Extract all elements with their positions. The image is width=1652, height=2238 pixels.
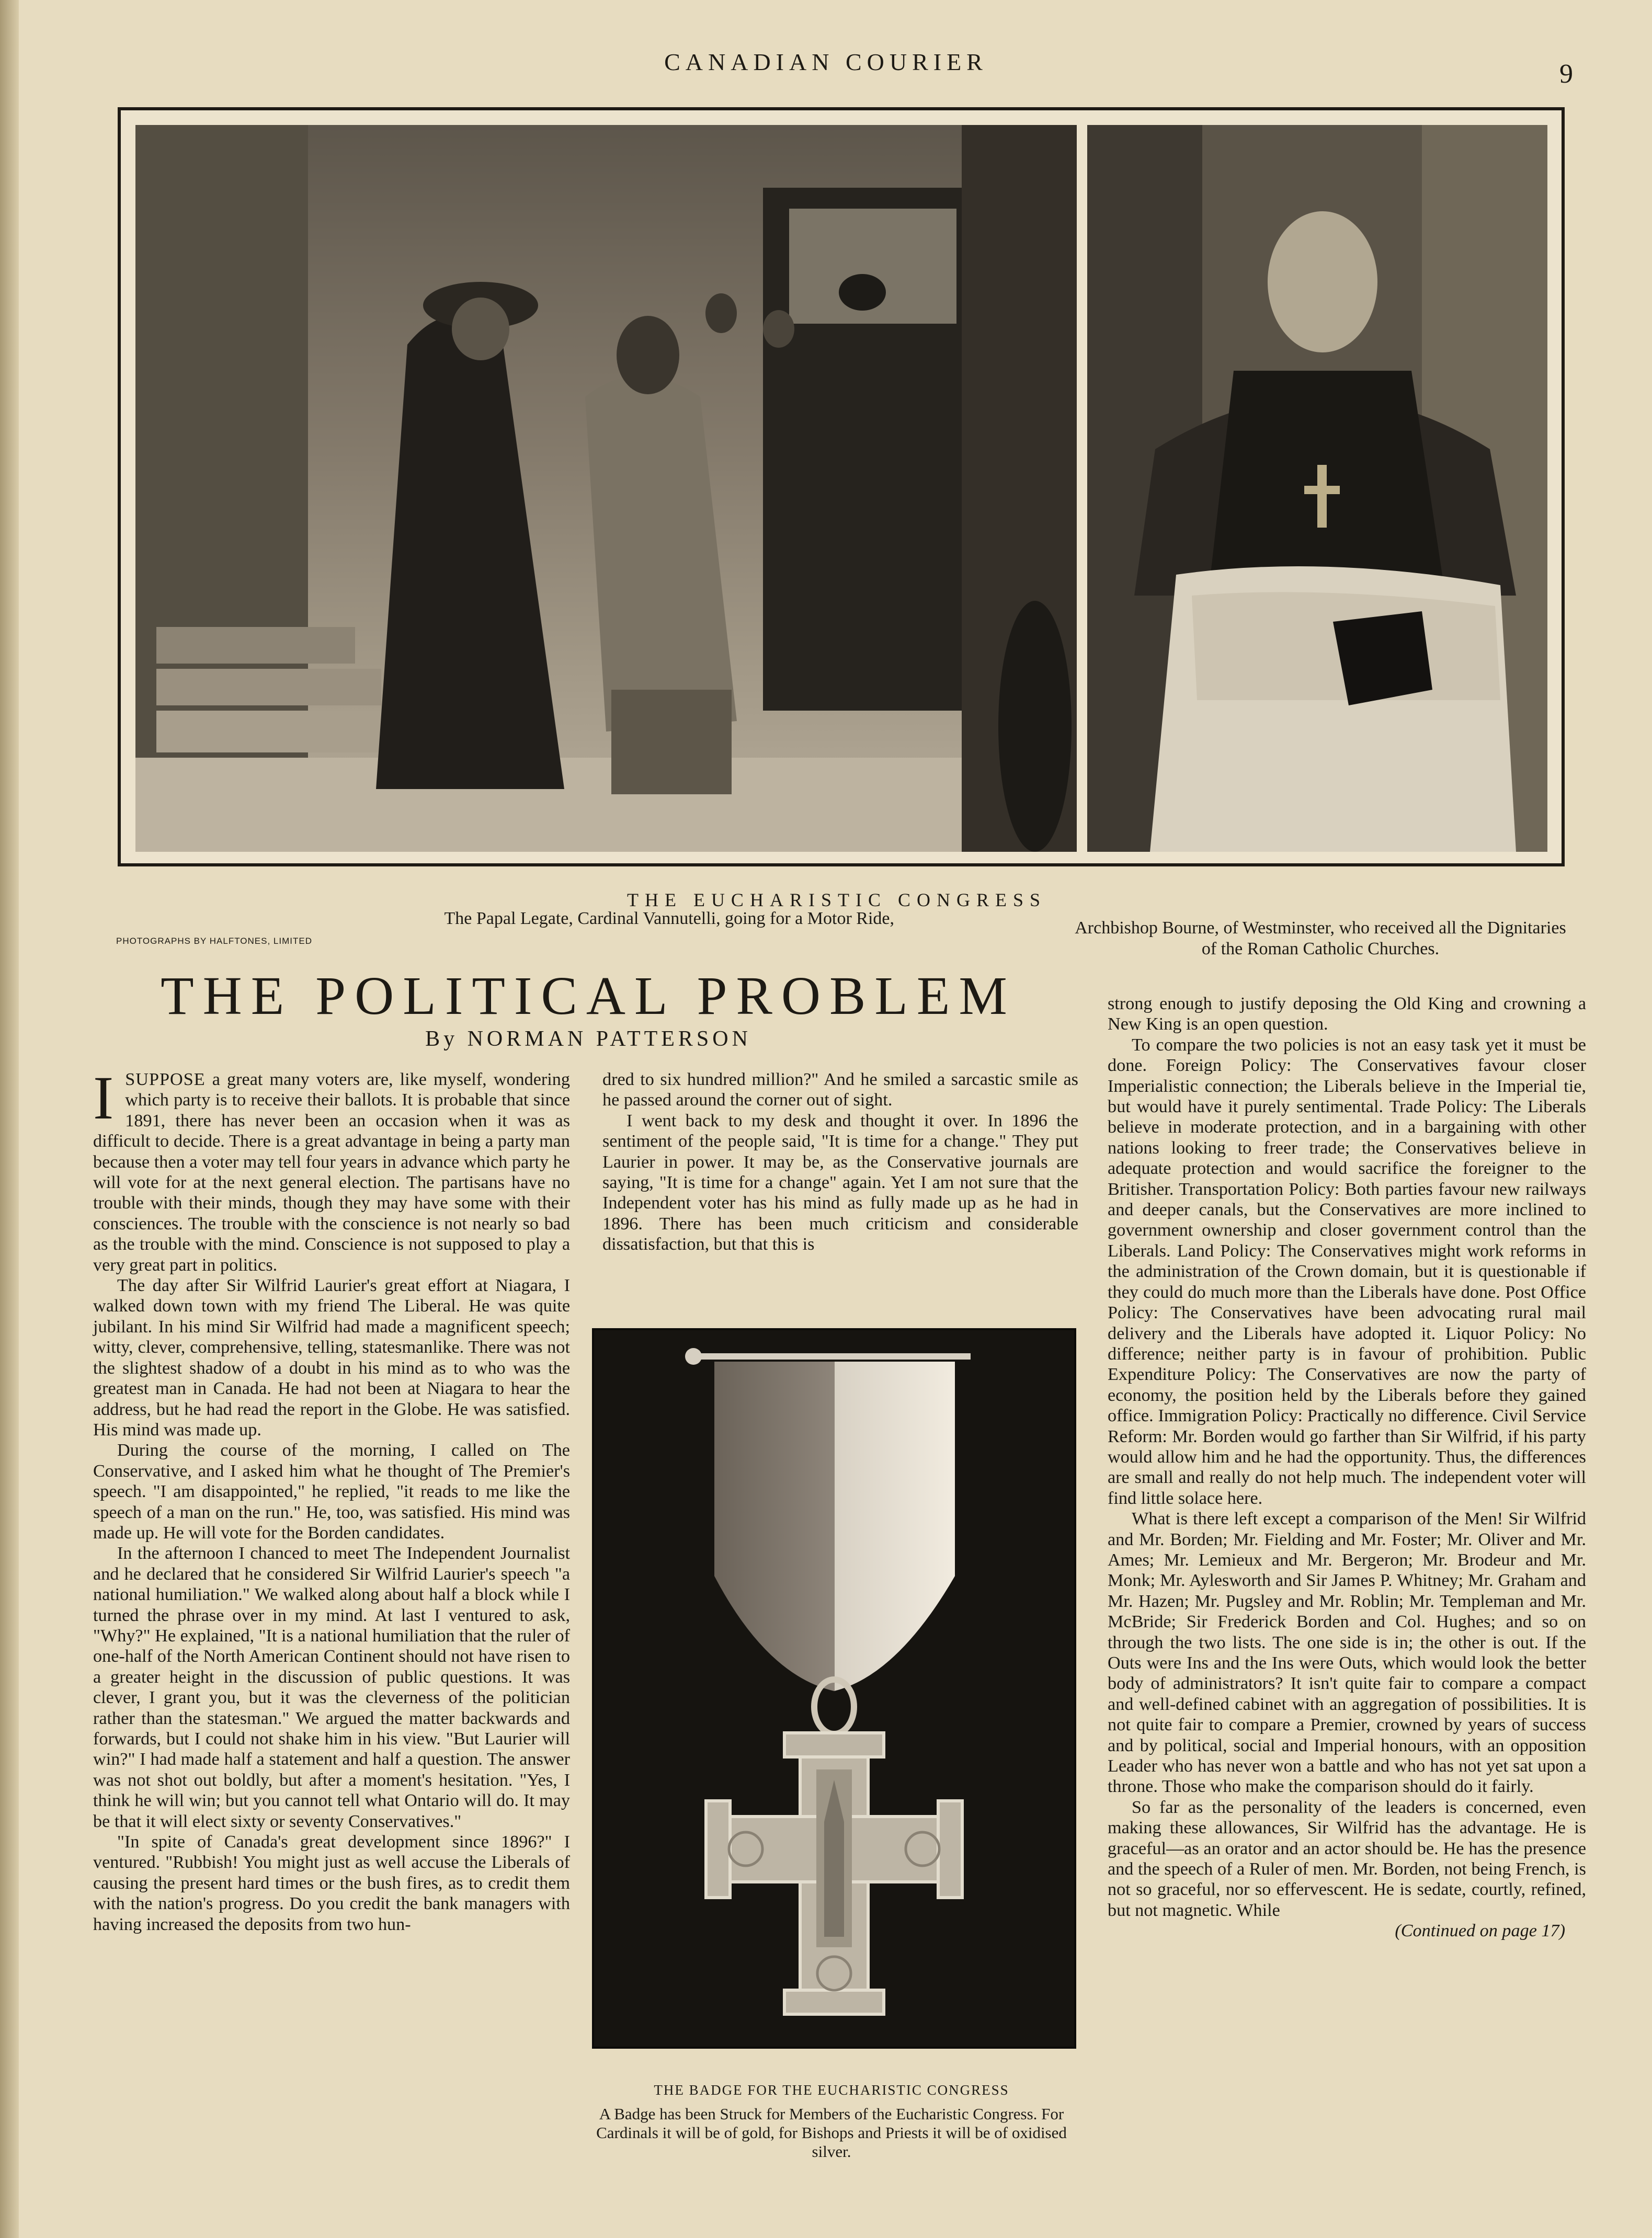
badge-photo	[592, 1328, 1076, 2049]
article-column-2	[602, 1069, 1078, 1255]
article-headline: THE POLITICAL PROBLEM	[161, 966, 1016, 1026]
masthead: CANADIAN COURIER	[664, 49, 988, 75]
opening-words: SUPPOSE	[125, 1070, 206, 1089]
article-opening-paragraph	[93, 1064, 570, 1275]
col1-paragraph-4: In the afternoon I chanced to meet The Independent Journalist and he declared that he considered Sir Wilfrid Laurier's speech "a national humiliation." We walked along about half a block while I turned the phrase over in my mind. At last I ventured to ask, "Why?" He explained, "It is a national humiliation that the ruler of one-half of the North American Continent should not have risen to a greater height in the discussion of public questions. It was clever, I grant you, but it was the cleverness of the politician rather than the statesman." We argued the matter backwards and forwards, but I could not shake him in his view. "But Laurier will win?" I had made half a statement and half a question. The answer was not shot out boldly, but after a moment's hesitation. "Yes, I think he will win; but you cannot tell what Ontario will do. It may be that it will elect sixty or seventy Conservatives."	[93, 1544, 570, 1831]
article-byline: By NORMAN PATTERSON	[425, 1027, 751, 1051]
col1-paragraph-3: During the course of the morning, I called on The Conservative, and I asked him what he thought of The Premier's speech. "I am disappointed," he replied, "it reads to me like the speech of a man on the run." He, too, was satisfied. His mind was made up. He will vote for the Borden candidates.	[93, 1441, 570, 1543]
col3-paragraph-1: strong enough to justify deposing the Old King and crowning a New King is an open question.	[1108, 994, 1586, 1034]
col3-paragraph-2: To compare the two policies is not an easy task yet it must be done. Foreign Policy: The Conservatives favour closer Imperialistic connection; the Liberals believe in the Imperial tie, but would have it purely sentimental. Trade Policy: The Liberals believe in moderate protection, and in a bargaining with other nations looking to freer trade; the Conservatives believe in adequate protection and would sacrifice the foreigner to the Britisher. Transportation Policy: Both parties favour new railways and deeper canals, but the Conservatives are more inclined to government ownership and closer government control than the Liberals. Land Policy: The Conservatives might work reforms in the administration of the Crown domain, but it is questionable if they could do much more than the Liberals have done. Post Office Policy: The Conservatives have been advocating rural mail delivery and the Liberals have adopted it. Liquor Policy: No difference; neither party is in favour of prohibition. Public Expenditure Policy: The Conservatives are now the party of economy, the position held by the Liberals before they gained office. Immigration Policy: Practically no difference. Civil Service Reform: Mr. Borden would go farther than Sir Wilfrid, if his party would allow him and he had the opportunity. Thus, the differences are small and really do not help much. The independent voter will find little solace here.	[1108, 1035, 1586, 1508]
badge-caption-title: THE BADGE FOR THE EUCHARISTIC CONGRESS	[654, 2082, 1009, 2098]
photo-frame	[118, 107, 1565, 866]
col2-paragraph-1: dred to six hundred million?" And he smiled a sarcastic smile as he passed around the corner out of sight.	[602, 1070, 1078, 1110]
col1-paragraph-2: The day after Sir Wilfrid Laurier's great effort at Niagara, I walked down town with my friend The Liberal. He was quite jubilant. In his mind Sir Wilfrid had made a magnificent speech; witty, clever, comprehensive, telling, statesmanlike. There was not the slightest shadow of a doubt in his mind as to who was the greatest man in Canada. He had not been at Niagara to hear the address, but he had read the report in the Globe. He was satisfied. His mind was made up.	[93, 1276, 570, 1440]
article-column-3	[1108, 994, 1586, 1942]
col1-paragraph-5: "In spite of Canada's great development since 1896?" I ventured. "Rubbish! You might just as well accuse the Liberals of causing the present hard times or the bush fires, as to credit them with the nation's progress. Do you credit the bank managers with having increased the deposits from two hun-	[93, 1832, 570, 1934]
photo-archbishop-bourne	[1087, 125, 1547, 852]
col3-paragraph-3: What is there left except a comparison of the Men! Sir Wilfrid and Mr. Borden; Mr. Fielding and Mr. Foster; Mr. Oliver and Mr. Ames; Mr. Lemieux and Mr. Bergeron; Mr. Brodeur and Mr. Monk; Mr. Aylesworth and Sir James P. Whitney; Mr. Graham and Mr. Hazen; Mr. Pugsley and Mr. Roblin; Mr. Templeman and Mr. McBride; Sir Frederick Borden and Col. Hughes; and so on through the two lists. The one side is in; the other is out. If the Outs were Ins and the Ins were Outs, which would look the better body of administrators? It isn't quite fair to compare a compact and well-defined cabinet with an aggregation of possibilities. It is not quite fair to compare a Premier, crowned by years of success and by political, social and Imperial honours, with an opposition Leader who has never won a battle and who has not yet sat upon a throne. Those who make the comparison should do it fairly.	[1108, 1509, 1586, 1797]
archbishop-portrait-illustration	[1087, 125, 1547, 852]
col2-paragraph-2: I went back to my desk and thought it over. In 1896 the sentiment of the people said, "It is time for a change." They put Laurier in power. It may be, as the Conservative journals are saying, "It is time for a change" again. Yet I am not sure that the Independent voter has his mind as fully made up as he had in 1896. There has been much criticism and considerable dissatisfaction, but that this is	[602, 1111, 1078, 1254]
medal-illustration	[594, 1330, 1074, 2047]
photo-section-title: THE EUCHARISTIC CONGRESS	[626, 889, 1047, 910]
photo-caption-right: Archbishop Bourne, of Westminster, who received all the Dignitaries of the Roman Catholic Churches.	[1075, 918, 1566, 958]
photo-caption-left: The Papal Legate, Cardinal Vannutelli, going for a Motor Ride,	[444, 909, 894, 928]
page-edge	[0, 0, 19, 2238]
continued-note: (Continued on page 17)	[1395, 1921, 1565, 1941]
article-column-1	[93, 1064, 570, 1935]
photo-credit: PHOTOGRAPHS BY HALFTONES, LIMITED	[116, 936, 312, 946]
photo-cardinal-motor-ride	[135, 125, 1077, 852]
drop-cap: I	[93, 1064, 114, 1132]
col1-paragraph-1: a great many voters are, like myself, wondering which party is to receive their ballots. It is probable that since 1891, there has never been an occasion when it was as difficult to decide. There is a great advantage in being a party man because then a voter may tell four years in advance which party he will vote for at the next general election. The partisans have no trouble with their minds, though they may have some with their consciences. The trouble with the conscience is not nearly so bad as the trouble with the mind. Conscience is not supposed to play a very great part in politics.	[93, 1070, 570, 1275]
col3-paragraph-4: So far as the personality of the leaders is concerned, even making these allowances, Sir Wilfrid has the advantage. He is graceful—as an orator and an actor should be. He has the presence and the speech of a Ruler of men. Mr. Borden, not being French, is not so graceful, nor so effervescent. He is sedate, courtly, refined, but not magnetic. While	[1108, 1797, 1586, 1920]
cardinal-motor-ride-illustration	[135, 125, 1077, 852]
badge-caption: A Badge has been Struck for Members of the Eucharistic Congress. For Cardinals it will be of gold, for Bishops and Priests it will be of oxidised silver.	[596, 2105, 1067, 2161]
page-number: 9	[1559, 59, 1573, 89]
